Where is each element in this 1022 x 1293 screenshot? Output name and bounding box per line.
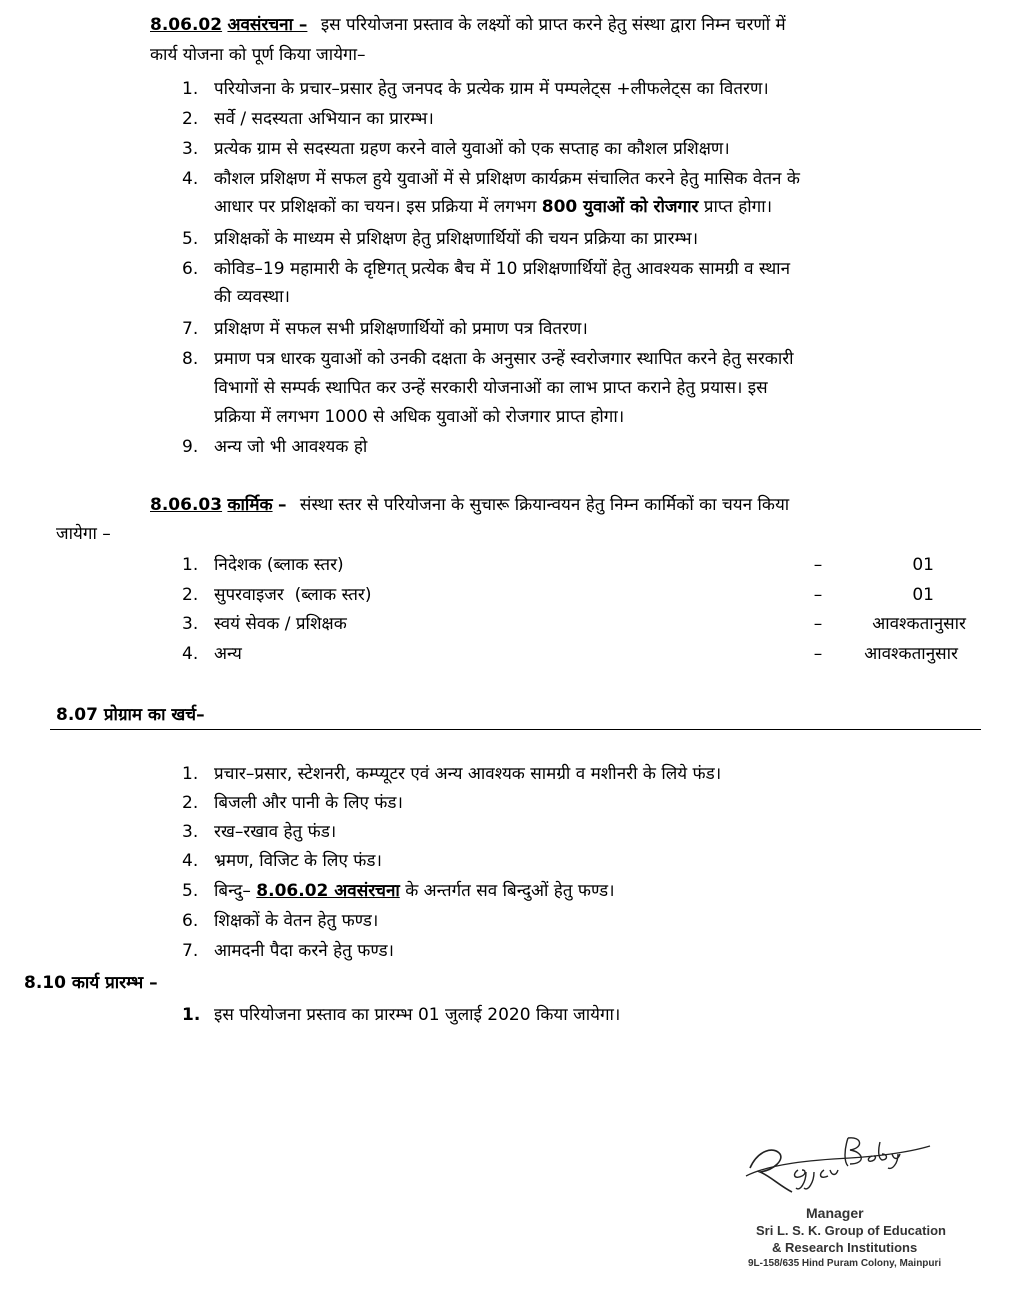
staff-name: सुपरवाइजर (ब्लाक स्तर): [214, 585, 372, 605]
item-number: 4.: [182, 851, 199, 871]
item-number: 2.: [182, 793, 199, 813]
item-number: 3.: [182, 139, 199, 159]
item-number: 5.: [182, 229, 199, 249]
section-heading: [150, 490, 789, 520]
section-intro: इस परियोजना प्रस्ताव के लक्ष्यों को प्राप्त करने हेतु संस्था द्वारा निम्न चरणों में: [320, 15, 786, 35]
item-text: प्रचार–प्रसार, स्टेशनरी, कम्प्यूटर एवं अन्य आवश्यक सामग्री व मशीनरी के लिये फंड।: [214, 764, 722, 784]
handwritten-signature: [740, 1130, 940, 1200]
item-number: 1.: [182, 764, 199, 784]
item-text: प्रशिक्षण में सफल सभी प्रशिक्षणार्थियों को प्रमाण पत्र वितरण।: [214, 319, 588, 339]
section-title: कार्मिक: [227, 495, 273, 515]
organization-name: Sri L. S. K. Group of Education: [756, 1223, 946, 1238]
staff-count: आवश्कतानुसार: [864, 644, 958, 664]
staff-dash: –: [813, 644, 823, 664]
item-number: 4.: [182, 644, 199, 664]
item-number: 5.: [182, 881, 199, 901]
section-number: 8.06.02: [150, 15, 223, 35]
section-intro-cont: जायेगा –: [56, 524, 111, 544]
section-title: अवसंरचना –: [227, 15, 308, 35]
text-run: के अन्तर्गत सव बिन्दुओं हेतु फण्ड।: [399, 881, 615, 901]
staff-count: 01: [912, 555, 934, 575]
staff-dash: –: [813, 555, 823, 575]
item-text: प्रमाण पत्र धारक युवाओं को उनकी दक्षता के अनुसार उन्हें स्वरोजगार स्थापित करने हेतु सरकारी: [214, 349, 794, 369]
section-reference: 8.06.02 अवसंरचना: [256, 881, 400, 901]
item-number: 9.: [182, 437, 199, 457]
highlight-text: 800 युवाओं को रोजगार: [541, 197, 699, 217]
item-text: बिजली और पानी के लिए फंड।: [214, 793, 403, 813]
item-text: शिक्षकों के वेतन हेतु फण्ड।: [214, 911, 379, 931]
item-text: कोविड–19 महामारी के दृष्टिगत् प्रत्येक बैच में 10 प्रशिक्षणार्थियों हेतु आवश्यक सामग्री व स्थान: [214, 259, 791, 279]
item-text: भ्रमण, विजिट के लिए फंड।: [214, 851, 382, 871]
staff-count: 01: [912, 585, 934, 605]
staff-name: अन्य: [214, 644, 242, 664]
item-text: रख–रखाव हेतु फंड।: [214, 822, 337, 842]
section-intro-cont: कार्य योजना को पूर्ण किया जायेगा–: [150, 45, 366, 65]
organization-subtitle: & Research Institutions: [772, 1240, 918, 1255]
item-text-line3: प्रक्रिया में लगभग 1000 से अधिक युवाओं को रोजगार प्राप्त होगा।: [214, 407, 625, 427]
item-text: प्रत्येक ग्राम से सदस्यता ग्रहण करने वाले युवाओं को एक सप्ताह का कौशल प्रशिक्षण।: [214, 139, 730, 159]
section-heading: [150, 10, 786, 40]
item-text: सर्वे / सदस्यता अभियान का प्रारम्भ।: [214, 109, 434, 129]
item-number: 4.: [182, 169, 199, 189]
item-text: अन्य जो भी आवश्यक हो: [214, 437, 368, 457]
section-number: 8.06.03: [150, 495, 223, 515]
item-text: कौशल प्रशिक्षण में सफल हुये युवाओं में से प्रशिक्षण कार्यक्रम संचालित करने हेतु मासिक वेतन के: [214, 169, 800, 189]
text-run: प्राप्त होगा।: [698, 197, 773, 217]
signatory-role: Manager: [806, 1205, 864, 1221]
item-number: 2.: [182, 109, 199, 129]
item-number: 3.: [182, 614, 199, 634]
staff-name: निदेशक (ब्लाक स्तर): [214, 555, 344, 575]
item-number: 3.: [182, 822, 199, 842]
item-text-line2: विभागों से सम्पर्क स्थापित कर उन्हें सरकारी योजनाओं का लाभ प्राप्त कराने हेतु प्रयास। इस: [214, 378, 768, 398]
item-number: 8.: [182, 349, 199, 369]
item-number: 7.: [182, 319, 199, 339]
section-heading: 8.07 प्रोग्राम का खर्च–: [56, 705, 205, 725]
item-number: 1.: [182, 1005, 201, 1025]
staff-name: स्वयं सेवक / प्रशिक्षक: [214, 614, 347, 634]
item-text: आमदनी पैदा करने हेतु फण्ड।: [214, 941, 394, 961]
staff-dash: –: [813, 585, 823, 605]
item-text: इस परियोजना प्रस्ताव का प्रारम्भ 01 जुलाई 2020 किया जायेगा।: [214, 1005, 621, 1025]
staff-count: आवश्कतानुसार: [872, 614, 966, 634]
text-run: आधार पर प्रशिक्षकों का चयन। इस प्रक्रिया में लगभग: [214, 197, 542, 217]
section-heading: 8.10 कार्य प्रारम्भ –: [24, 973, 158, 993]
section-intro: संस्था स्तर से परियोजना के सुचारू क्रियान्वयन हेतु निम्न कार्मिकों का चयन किया: [299, 495, 790, 515]
item-text-line2: [214, 192, 772, 222]
item-number: 7.: [182, 941, 199, 961]
item-text: [214, 876, 615, 906]
item-number: 6.: [182, 911, 199, 931]
item-text: परियोजना के प्रचार–प्रसार हेतु जनपद के प्रत्येक ग्राम में पम्पलेट्स +लीफलेट्स का वितरण।: [214, 79, 769, 99]
item-number: 1.: [182, 79, 199, 99]
item-text-line2: की व्यवस्था।: [214, 287, 290, 307]
section-dash: –: [277, 495, 287, 515]
item-text: प्रशिक्षकों के माध्यम से प्रशिक्षण हेतु प्रशिक्षणार्थियों की चयन प्रक्रिया का प्रारम्भ।: [214, 229, 699, 249]
divider: [50, 729, 981, 730]
item-number: 2.: [182, 585, 199, 605]
staff-dash: –: [813, 614, 823, 634]
item-number: 1.: [182, 555, 199, 575]
text-run: बिन्दु–: [214, 881, 257, 901]
item-number: 6.: [182, 259, 199, 279]
organization-address: 9L-158/635 Hind Puram Colony, Mainpuri: [748, 1258, 942, 1269]
